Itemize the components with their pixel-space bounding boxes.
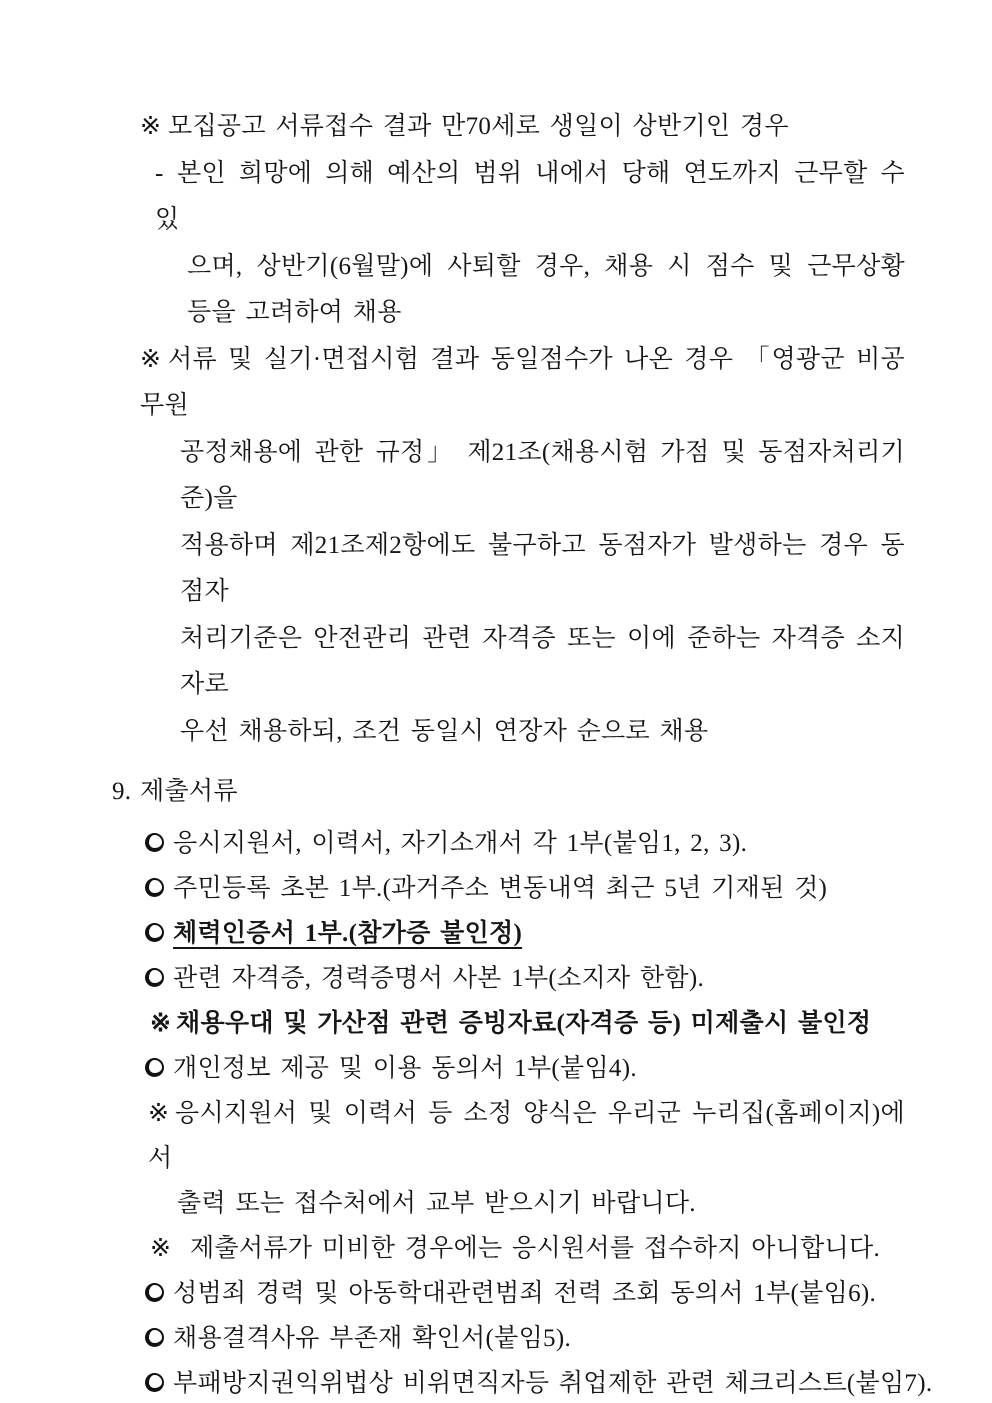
circle-bullet-icon [145,1058,164,1077]
section-number: 9. [112,778,132,805]
document-line [0,616,992,709]
document-line [0,151,992,244]
line-text: 본인 희망에 의해 예산의 범위 내에서 당해 연도까지 근무할 수 있 [155,159,905,233]
reference-mark-icon: ※ [140,113,162,140]
line-text: 출력 또는 접수처에서 교부 받으시기 바랍니다. [177,1190,696,1217]
reference-mark-icon: ※ [150,1010,172,1037]
section-heading [0,769,992,815]
line-text: 응시지원서 및 이력서 등 소정 양식은 우리군 누리집(홈페이지)에서 [148,1100,905,1172]
line-text: 등을 고려하여 채용 [187,299,402,326]
document-line [0,1001,992,1046]
reference-mark-icon: ※ [140,345,162,373]
document-line [0,956,992,1001]
line-text: 채용결격사유 부존재 확인서(붙임5). [173,1325,572,1352]
line-text: 으며, 상반기(6월말)에 사퇴할 경우, 채용 시 점수 및 근무상황 [187,252,905,280]
document-line [0,523,992,616]
document-line [0,1271,992,1316]
document-line [0,1046,992,1091]
document-line [0,866,992,911]
line-text: 체력인증서 1부.(참가증 불인정) [173,920,523,947]
document-line [0,104,992,151]
line-text: 응시지원서, 이력서, 자기소개서 각 1부(붙임1, 2, 3). [173,830,748,857]
line-text: 제출서류 [140,778,238,805]
circle-bullet-icon [145,968,164,987]
line-text: 공정채용에 관한 규정」 제21조(채용시험 가점 및 동점자처리기준)을 [180,438,905,512]
line-text: 모집공고 서류접수 결과 만70세로 생일이 상반기인 경우 [168,113,789,140]
document-line [0,430,992,523]
circle-bullet-icon [145,878,164,897]
document-line [0,821,992,866]
circle-bullet-icon [145,923,164,942]
circle-bullet-icon [145,833,164,852]
line-text: 처리기준은 안전관리 관련 자격증 또는 이에 준하는 자격증 소지자로 [180,624,905,698]
document-line [0,290,992,337]
dash-marker: - [155,159,164,187]
document-line [0,1361,992,1403]
line-text: 주민등록 초본 1부.(과거주소 변동내역 최근 5년 기재된 것) [173,875,828,902]
document-line [0,911,992,956]
line-text: 부패방지권익위법상 비위면직자등 취업제한 관련 체크리스트(붙임7). [173,1370,933,1397]
circle-bullet-icon [145,1328,164,1347]
line-text: 제출서류가 미비한 경우에는 응시원서를 접수하지 아니합니다. [190,1235,881,1262]
reference-mark-icon: ※ [148,1100,170,1127]
line-text: 서류 및 실기·면접시험 결과 동일점수가 나온 경우 「영광군 비공무원 [140,345,905,419]
document-line [0,1316,992,1361]
document-line [0,1181,992,1226]
line-text: 관련 자격증, 경력증명서 사본 1부(소지자 한함). [173,965,705,992]
document-line [0,337,992,430]
line-text: 적용하며 제21조제2항에도 불구하고 동점자가 발생하는 경우 동점자 [180,531,905,605]
circle-bullet-icon [145,1373,164,1392]
line-text: 채용우대 및 가산점 관련 증빙자료(자격증 등) 미제출시 불인정 [176,1010,872,1037]
document-line [0,709,992,756]
line-text: 개인정보 제공 및 이용 동의서 1부(붙임4). [173,1055,637,1082]
circle-bullet-icon [145,1283,164,1302]
document-line [0,1091,992,1181]
line-text: 성범죄 경력 및 아동학대관련범죄 전력 조회 동의서 1부(붙임6). [173,1280,877,1307]
document-line [0,1226,992,1271]
document-line [0,244,992,291]
line-text: 우선 채용하되, 조건 동일시 연장자 순으로 채용 [180,717,709,745]
reference-mark-icon: ※ [150,1235,172,1262]
